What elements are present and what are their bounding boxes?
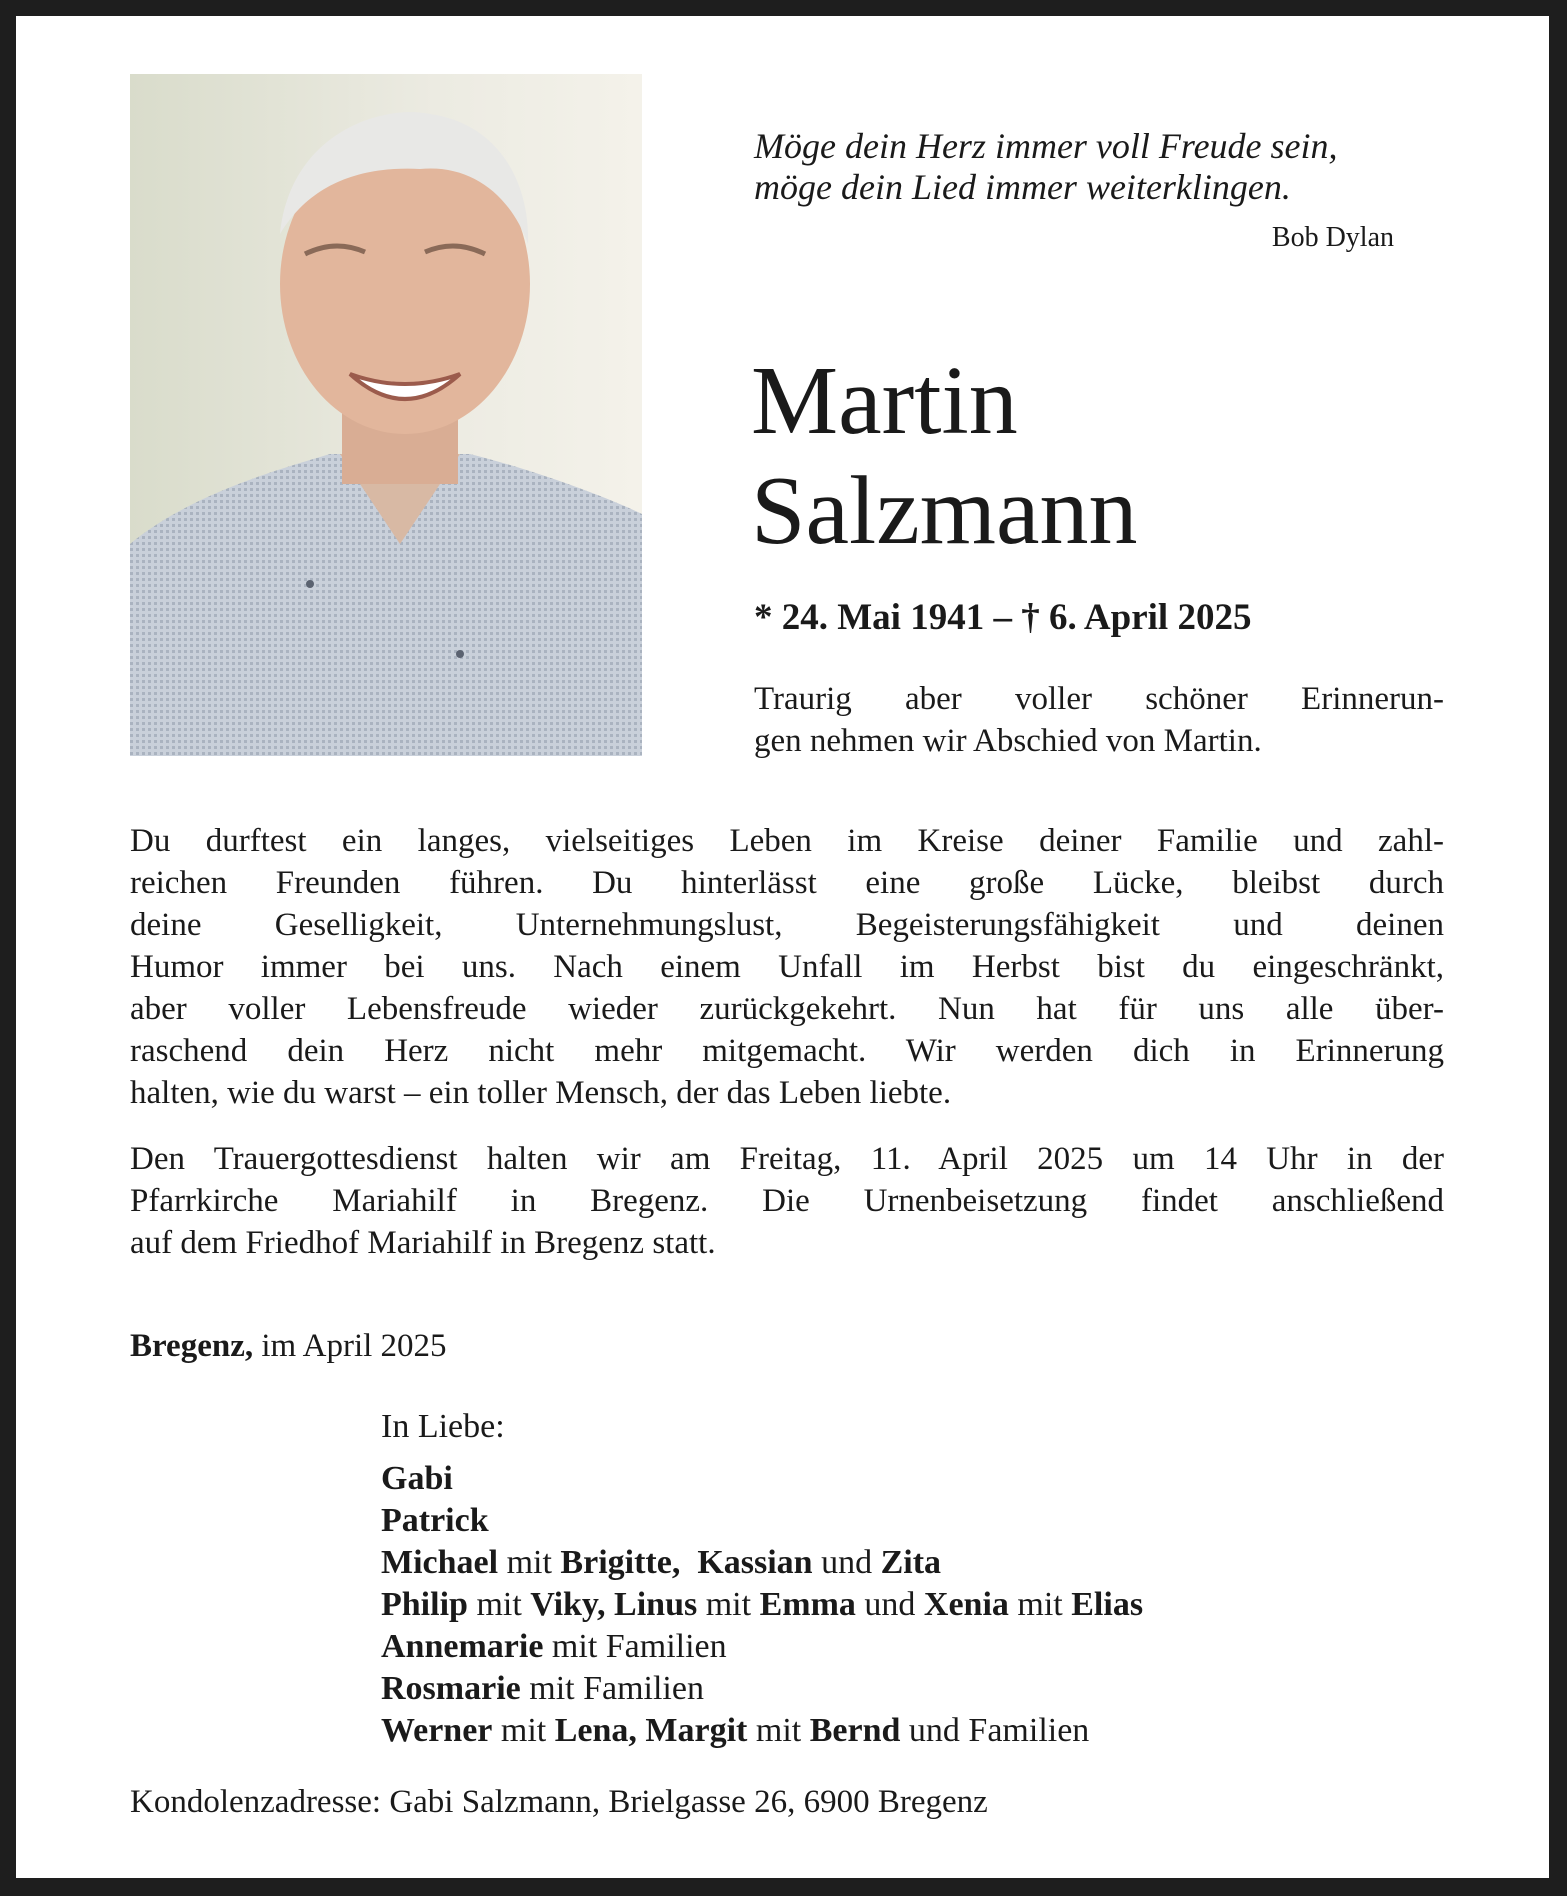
text-line: raschend dein Herz nicht mehr mitgemacht. Wir werden dich in Erinnerung — [130, 1033, 1444, 1069]
portrait-photo-image — [130, 74, 642, 756]
mourner-name: Patrick — [381, 1502, 489, 1539]
mourner-connector: mit — [697, 1586, 760, 1623]
mourner-name: Michael — [381, 1544, 499, 1581]
mourner-name: Zita — [880, 1544, 942, 1581]
mourner-connector: und — [855, 1586, 924, 1623]
text-line: Den Trauergottesdienst halten wir am Freitag, 11. April 2025 um 14 Uhr in der — [130, 1141, 1444, 1177]
mourner-line — [381, 1542, 1143, 1584]
mourner-name: Annemarie — [381, 1628, 544, 1665]
mourner-connector: und — [812, 1544, 881, 1581]
mourner-name: Xenia — [923, 1586, 1009, 1623]
mourner-name: Werner — [381, 1712, 493, 1749]
intro-text — [754, 678, 1444, 762]
mourner-connector: mit Familien — [520, 1670, 704, 1707]
mourner-name: Philip — [381, 1586, 468, 1623]
deceased-name — [751, 346, 1137, 566]
service-paragraph — [130, 1138, 1444, 1264]
condolence-address: Kondolenzadresse: Gabi Salzmann, Brielgasse 26, 6900 Bregenz — [130, 1784, 988, 1820]
mourner-connector: mit — [492, 1712, 555, 1749]
mourner-name: Lena, Margit — [554, 1712, 748, 1749]
mourner-line — [381, 1458, 1143, 1500]
text-line: auf dem Friedhof Mariahilf in Bregenz statt. — [130, 1225, 716, 1261]
text-line: Du durftest ein langes, vielseitiges Leben im Kreise deiner Familie und zahl- — [130, 823, 1444, 859]
mourner-connector — [680, 1544, 697, 1581]
text-line: deine Geselligkeit, Unternehmungslust, Begeisterungsfähigkeit und deinen — [130, 907, 1444, 943]
mourner-name: Brigitte, — [560, 1544, 681, 1581]
place-city: Bregenz, — [130, 1328, 254, 1364]
mourner-line — [381, 1668, 1143, 1710]
text-line: Traurig aber voller schöner Erinnerun- — [754, 681, 1444, 717]
mourner-name: Elias — [1071, 1586, 1144, 1623]
mourner-connector: mit — [1008, 1586, 1072, 1623]
mourner-name: Viky, Linus — [530, 1586, 698, 1623]
epigraph-quote — [754, 126, 1394, 208]
text-line: reichen Freunden führen. Du hinterlässt eine große Lücke, bleibst durch — [130, 865, 1444, 901]
mourner-name: Bernd — [809, 1712, 901, 1749]
mourner-name: Gabi — [381, 1460, 453, 1497]
mourners-list — [381, 1406, 1143, 1752]
text-line: aber voller Lebensfreude wieder zurückgekehrt. Nun hat für uns alle über- — [130, 991, 1444, 1027]
mourner-name: Emma — [759, 1586, 856, 1623]
mourner-connector: mit Familien — [543, 1628, 727, 1665]
text-line: Humor immer bei uns. Nach einem Unfall im Herbst bist du eingeschränkt, — [130, 949, 1444, 985]
mourner-lines — [381, 1458, 1143, 1752]
tribute-paragraph — [130, 820, 1444, 1114]
text-line: gen nehmen wir Abschied von Martin. — [754, 723, 1262, 759]
mourner-connector: mit — [498, 1544, 561, 1581]
place-date: im April 2025 — [253, 1328, 447, 1364]
mourner-connector: mit — [467, 1586, 531, 1623]
quote-line: möge dein Lied immer weiterklingen. — [754, 167, 1291, 207]
in-love-label: In Liebe: — [381, 1408, 505, 1445]
place-date-line — [130, 1328, 447, 1365]
mourner-line — [381, 1710, 1143, 1752]
mourner-name: Kassian — [697, 1544, 813, 1581]
mourner-connector: mit — [747, 1712, 810, 1749]
obituary-page — [16, 16, 1549, 1878]
mourner-line — [381, 1500, 1143, 1542]
first-name: Martin — [751, 347, 1018, 455]
quote-line: Möge dein Herz immer voll Freude sein, — [754, 126, 1338, 166]
mourner-line — [381, 1584, 1143, 1626]
last-name: Salzmann — [751, 457, 1138, 565]
mourner-line — [381, 1626, 1143, 1668]
text-line: Pfarrkirche Mariahilf in Bregenz. Die Urnenbeisetzung findet anschließend — [130, 1183, 1444, 1219]
quote-author: Bob Dylan — [1271, 222, 1394, 253]
mourner-connector: und Familien — [900, 1712, 1090, 1749]
mourner-name: Rosmarie — [381, 1670, 521, 1707]
text-line: halten, wie du warst – ein toller Mensch, der das Leben liebte. — [130, 1075, 952, 1111]
portrait-photo — [130, 74, 642, 756]
life-dates: * 24. Mai 1941 – † 6. April 2025 — [754, 597, 1252, 638]
